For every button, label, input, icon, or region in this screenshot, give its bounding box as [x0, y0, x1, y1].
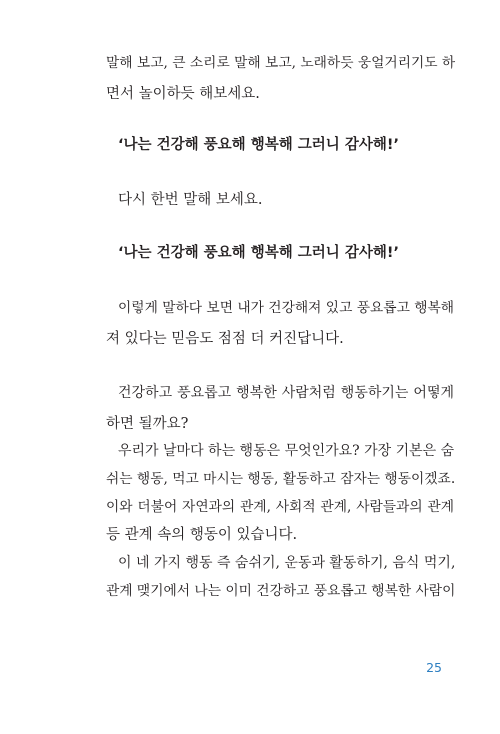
- body-text-line: 쉬는 행동, 먹고 마시는 행동, 활동하고 잠자는 행동이겠죠.: [106, 471, 456, 487]
- body-text-line: 이와 더불어 자연과의 관계, 사회적 관계, 사람들과의 관계: [106, 499, 454, 515]
- body-text-line: 우리가 날마다 하는 행동은 무엇인가요? 가장 기본은 숨: [118, 443, 455, 459]
- body-text-line: 다시 한번 말해 보세요.: [118, 192, 263, 208]
- body-text-line: 말해 보고, 큰 소리로 말해 보고, 노래하듯 웅얼거리기도 하: [106, 55, 456, 71]
- body-text-line: 하면 될까요?: [106, 416, 189, 432]
- body-text-line: 이 네 가지 행동 즉 숨쉬기, 운동과 활동하기, 음식 먹기,: [118, 555, 456, 571]
- body-text-line: 면서 놀이하듯 해보세요.: [106, 86, 260, 102]
- body-text-line: 관계 맺기에서 나는 이미 건강하고 풍요롭고 행복한 사람이: [106, 583, 456, 599]
- body-text-line: 이렇게 말하다 보면 내가 건강해져 있고 풍요롭고 행복해: [118, 300, 455, 316]
- page-number: 25: [426, 660, 442, 675]
- body-text-line: 등 관계 속의 행동이 있습니다.: [106, 527, 298, 543]
- affirmation-quote: ‘나는 건강해 풍요해 행복해 그러니 감사해!’: [118, 137, 399, 153]
- affirmation-quote: ‘나는 건강해 풍요해 행복해 그러니 감사해!’: [118, 245, 399, 261]
- body-text-line: 건강하고 풍요롭고 행복한 사람처럼 행동하기는 어떻게: [118, 385, 454, 401]
- body-text-line: 져 있다는 믿음도 점점 더 커진답니다.: [106, 331, 344, 347]
